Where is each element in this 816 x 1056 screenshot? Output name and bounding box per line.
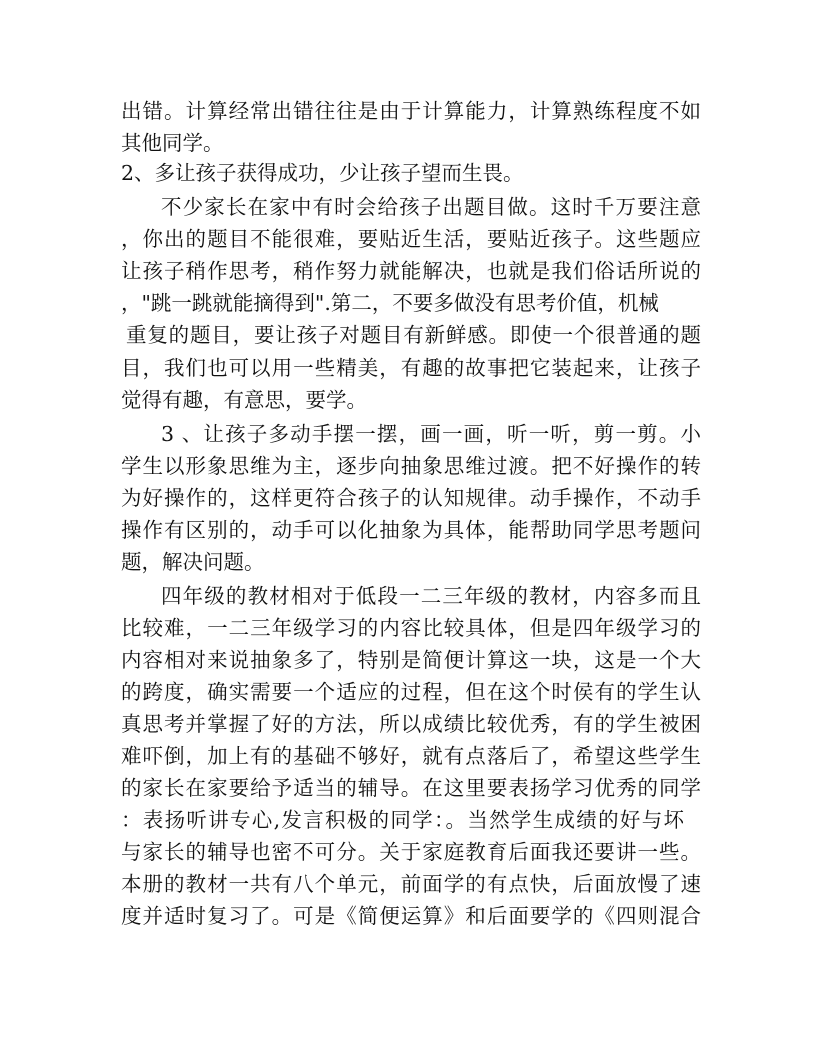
text-line: 难吓倒，加上有的基础不够好，就有点落后了，希望这些学生	[121, 744, 701, 768]
text-line: 不少家长在家中有时会给孩子出题目做。这时千万要注意	[161, 195, 701, 219]
text-line: 题，解决问题。	[121, 550, 265, 574]
text-line: 度并适时复习了。可是《简便运算》和后面要学的《四则混合	[121, 904, 701, 928]
text-line: 出错。计算经常出错往往是由于计算能力，计算熟练程度不如	[121, 99, 701, 123]
text-line: 觉得有趣，有意思，要学。	[121, 388, 367, 412]
section-heading: 3 、让孩子多动手摆一摆，画一画，听一听，剪一剪。小	[161, 422, 701, 446]
text-line: 本册的教材一共有八个单元，前面学的有点快，后面放慢了速	[121, 872, 701, 896]
text-line: ：表扬听讲专心,发言积极的同学：。当然学生成绩的好与坏	[121, 808, 684, 832]
text-line: 四年级的教材相对于低段一二三年级的教材，内容多而且	[161, 584, 701, 608]
text-line: 真思考并掌握了好的方法，所以成绩比较优秀，有的学生被困	[121, 712, 701, 736]
text-line: 与家长的辅导也密不可分。关于家庭教育后面我还要讲一些。	[121, 840, 701, 864]
text-line: 重复的题目，要让孩子对题目有新鲜感。即使一个很普通的题	[126, 323, 701, 347]
text-line: 目，我们也可以用一些精美，有趣的故事把它装起来，让孩子	[121, 356, 701, 380]
text-line: 比较难，一二三年级学习的内容比较具体，但是四年级学习的	[121, 616, 701, 640]
text-line: ，"跳一跳就能摘得到".第二，不要多做没有思考价值，机械	[121, 291, 659, 315]
text-line: 其他同学。	[121, 131, 224, 155]
text-line: 为好操作的，这样更符合孩子的认知规律。动手操作，不动手	[121, 486, 701, 510]
text-line: 内容相对来说抽象多了，特别是简便计算这一块，这是一个大	[121, 648, 701, 672]
text-line: 的家长在家要给予适当的辅导。在这里要表扬学习优秀的同学	[121, 776, 701, 800]
text-line: 的跨度，确实需要一个适应的过程，但在这个时侯有的学生认	[121, 680, 701, 704]
text-line: 让孩子稍作思考，稍作努力就能解决，也就是我们俗话所说的	[121, 259, 701, 283]
text-line: 学生以形象思维为主，逐步向抽象思维过渡。把不好操作的转	[121, 454, 701, 478]
text-line: ，你出的题目不能很难，要贴近生活，要贴近孩子。这些题应	[121, 227, 701, 251]
section-heading: 2、多让孩子获得成功，少让孩子望而生畏。	[121, 161, 524, 185]
text-line: 操作有区别的，动手可以化抽象为具体，能帮助同学思考题问	[121, 518, 701, 542]
